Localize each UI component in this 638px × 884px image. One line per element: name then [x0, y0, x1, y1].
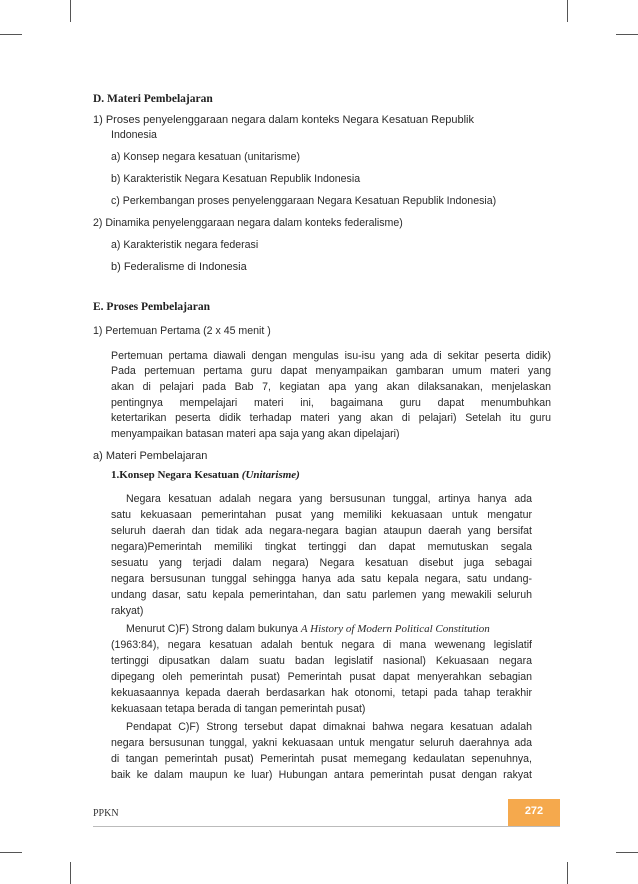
- list-item: a) Karakteristik negara federasi: [111, 239, 259, 251]
- paragraph-line: kekuasaan tetapa berada di tangan pemerintah pusat): [111, 703, 366, 715]
- list-item: a) Konsep negara kesatuan (unitarisme): [111, 151, 301, 163]
- section-d-heading: D. Materi Pembelajaran: [93, 93, 213, 105]
- paragraph-line: negara bersusunan tunggal, yakni kekuasaan untuk mengatur seluruh daerahnya ada: [111, 737, 532, 749]
- paragraph-line: ketertarikan peserta didik terhadap materi yang akan di pelajari) Setelah itu guru: [111, 412, 551, 424]
- list-item: b) Karakteristik Negara Kesatuan Republik Indonesia: [111, 173, 361, 185]
- paragraph-line: undang dasar, satu kepala pemerintahan, dan satu parlemen yang mewakili seluruh: [111, 589, 532, 601]
- subsection-heading: [111, 468, 300, 482]
- page-number: 272: [524, 805, 544, 817]
- paragraph-line: rakyat): [111, 605, 144, 617]
- subsection-heading-italic: (Unitarisme): [241, 469, 300, 481]
- paragraph-line: tertinggi dipusatkan dalam suatu badan legislatif nasional) Kekuasaan negara: [111, 655, 532, 667]
- paragraph-text: Menurut C)F) Strong dalam bukunya: [126, 623, 301, 635]
- paragraph-line: negara bersusunan tunggal sehingga hanya ada satu kepala negara, satu undang-: [111, 573, 532, 585]
- paragraph-line: Pada pertemuan pertama guru dapat menyampaikan gambaran umum materi yang: [111, 365, 551, 377]
- list-item: 1) Proses penyelenggaraan negara dalam konteks Negara Kesatuan Republik: [93, 114, 474, 126]
- footer-label: PPKN: [93, 808, 119, 819]
- paragraph-line: akan di pelajari pada Bab 7, kegiatan apa yang akan dilaksanakan, menjelaskan: [111, 381, 551, 393]
- book-title: A History of Modern Political Constitution: [300, 623, 490, 635]
- paragraph-line: negara)Pemerintah memiliki tingkat tertinggi dan dapat memutuskan segala: [111, 541, 532, 553]
- list-item: 2) Dinamika penyelenggaraan negara dalam konteks federalisme): [93, 217, 403, 229]
- paragraph-line: seluruh daerah dan tidak ada negara-negara bagian ataupun daerah yang bersifat: [111, 525, 532, 537]
- paragraph-line: Pendapat C)F) Strong tersebut dapat dimaknai bahwa negara kesatuan adalah: [126, 721, 532, 733]
- list-item: Indonesia: [111, 129, 157, 141]
- paragraph-line: dipegang oleh pemerintah pusat) Pemerintah pusat dapat menyerahkan sebagian: [111, 671, 532, 683]
- paragraph-line: satu kekuasaan pemerintahan pusat yang memiliki kekuasaan untuk mengatur: [111, 509, 532, 521]
- paragraph-line: Negara kesatuan adalah negara yang bersusunan tunggal, artinya hanya ada: [126, 493, 532, 505]
- section-e-heading: E. Proses Pembelajaran: [93, 301, 211, 313]
- page-number-box: [508, 799, 560, 826]
- list-item: b) Federalisme di Indonesia: [111, 261, 247, 273]
- paragraph-line: sesuatu yang terjadi dalam negara) Negara kesatuan disebut juga sebagai: [111, 557, 532, 569]
- materi-label: a) Materi Pembelajaran: [93, 450, 208, 462]
- paragraph-line: kekuasaannya kepada daerah berdasarkan hak otonomi, tetapi pada tahap terakhir: [111, 687, 532, 699]
- footer-rule: [93, 826, 560, 827]
- paragraph-line: pentingnya mempelajari materi ini, bagaimana guru dapat menumbuhkan: [111, 397, 551, 409]
- list-item: c) Perkembangan proses penyelenggaraan Negara Kesatuan Republik Indonesia): [111, 195, 497, 207]
- paragraph-line: di tangan pemerintah pusat) Pemerintah pusat memegang kedaulatan sepenuhnya,: [111, 753, 532, 765]
- subsection-heading-text: 1.Konsep Negara Kesatuan: [111, 469, 242, 481]
- paragraph-line: Pertemuan pertama diawali dengan mengulas isu-isu yang ada di sekitar peserta didik): [111, 350, 551, 362]
- paragraph-line: menyampaikan batasan materi apa saja yang akan dipelajari): [111, 428, 400, 440]
- paragraph-line: (1963:84), negara kesatuan adalah bentuk negara di mana wewenang legislatif: [111, 639, 532, 651]
- paragraph-line: baik ke dalam maupun ke luar) Hubungan antara pemerintah pusat dengan rakyat: [111, 769, 532, 781]
- meeting-label: 1) Pertemuan Pertama (2 x 45 menit ): [93, 325, 271, 337]
- paragraph-line: [126, 622, 490, 636]
